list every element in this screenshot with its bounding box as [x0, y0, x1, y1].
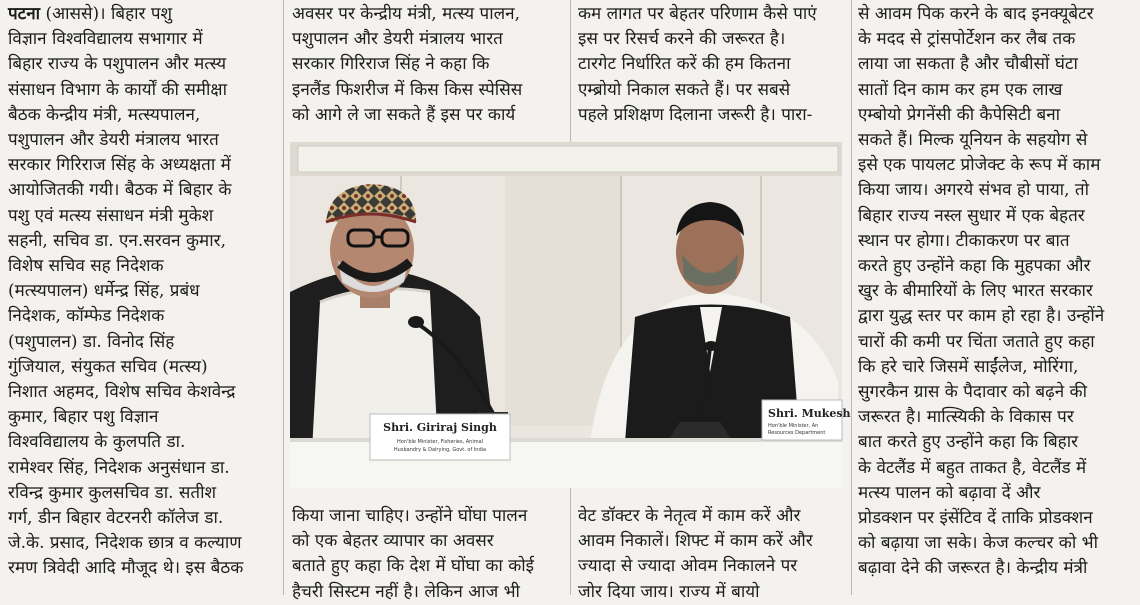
article-line: मत्स्य पालन को बढ़ावा दें और: [858, 482, 1041, 503]
column-separator: [283, 0, 284, 595]
nameplate-right-subtitle-2: Resources Department: [768, 430, 826, 436]
article-column-1: [8, 2, 274, 595]
article-line: के वेटलैंड में बहुत ताकत है, वेटलैंड में: [858, 457, 1087, 478]
article-column-4: [858, 2, 1134, 595]
article-line: कि हरे चारे जिसमें साईंलेज, मोरिंगा,: [858, 356, 1079, 377]
dateline-line: [8, 2, 274, 27]
article-line: को एक बेहतर व्यापार का अवसर: [292, 531, 494, 552]
article-line: विशेष सचिव सह निदेशक: [8, 256, 164, 277]
news-photo: [290, 142, 851, 488]
article-line: रामेश्वर सिंह, निदेशक अनुसंधान डा.: [8, 457, 230, 478]
article-column-2-bottom: [292, 504, 560, 602]
nameplate-right-subtitle: Hon'ble Minister, An: [768, 423, 819, 429]
article-line: इनलैंड फिशरीज में किस किस स्पेसिस: [292, 79, 523, 100]
article-line: गर्ग, डीन बिहार वेटरनरी कॉलेज डा.: [8, 508, 224, 529]
article-line: से आवम पिक करने के बाद इनक्यूबेटर: [858, 4, 1094, 24]
article-line: आयोजितकी गयी। बैठक में बिहार के: [8, 180, 232, 201]
article-line: किया जाना चाहिए। उन्होंने घोंघा पालन: [292, 506, 528, 526]
article-line: एम्ब्रोयो निकाल सकते हैं। पर सबसे: [578, 79, 791, 100]
article-column-3-bottom: [578, 504, 840, 602]
article-line: (मत्स्यपालन) धर्मेन्द्र सिंह, प्रबंध: [8, 281, 200, 302]
article-line: बिहार राज्य नस्ल सुधार में एक बेहतर: [858, 205, 1085, 226]
nameplate-right: [762, 400, 851, 440]
nameplate-left-title: Shri. Giriraj Singh: [383, 421, 497, 434]
article-line: जरूरत है। मात्स्यिकी के विकास पर: [858, 407, 1074, 428]
article-line: बिहार पशु: [110, 4, 173, 24]
article-line: को बढ़ाया जा सके। केज कल्चर को भी: [858, 533, 1099, 554]
nameplate-left-subtitle-2: Husbandry & Dairying, Govt. of India: [393, 447, 487, 453]
article-line: सहनी, सचिव डा. एन.सरवन कुमार,: [8, 230, 226, 251]
article-line: जे.के. प्रसाद, निदेशक छात्र व कल्याण: [8, 533, 242, 554]
article-line: द्वारा युद्ध स्तर पर काम हो रहा है। उन्होंने: [858, 306, 1105, 327]
article-line: सरकार गिरिराज सिंह के अध्यक्षता में: [8, 155, 231, 176]
article-line: बिहार राज्य के पशुपालन और मत्स्य: [8, 54, 227, 75]
article-line: को आगे ले जा सकते हैं इस पर कार्य: [292, 104, 516, 125]
article-line: हैचरी सिस्टम नहीं है। लेकिन आज भी: [292, 581, 520, 602]
article-line: पशुपालन और डेयरी मंत्रालय भारत: [292, 29, 503, 50]
agency-credit: (आससे)।: [45, 4, 106, 24]
article-line: बढ़ावा देने की जरूरत है। केन्द्रीय मंत्री: [858, 558, 1088, 579]
article-column-3-top: [578, 2, 840, 130]
article-line: संसाधन विभाग के कार्यों की समीक्षा: [8, 79, 227, 100]
nameplate-left: [370, 414, 510, 460]
article-line: निदेशक, कॉम्फेड निदेशक: [8, 306, 165, 327]
article-line: स्थान पर होगा। टीकाकरण पर बात: [858, 230, 1070, 251]
article-line: इसे एक पायलट प्रोजेक्ट के रूप में काम: [858, 155, 1101, 176]
article-line: बताते हुए कहा कि देश में घोंघा का कोई: [292, 556, 535, 577]
article-line: सातों दिन काम कर हम एक लाख: [858, 79, 1063, 100]
article-line: करते हुए उन्होंने कहा कि मुहपका और: [858, 256, 1091, 277]
article-line: आवम निकालें। शिफ्ट में काम करें और: [578, 531, 813, 552]
article-line: निशात अहमद, विशेष सचिव केशवेन्द्र: [8, 382, 236, 403]
article-line: सुगरकैन ग्रास के पैदावार को बढ़ने की: [858, 382, 1087, 403]
dateline: पटना: [8, 4, 41, 24]
article-line: सकते हैं। मिल्क यूनियन के सहयोग से: [858, 130, 1088, 151]
column-separator: [851, 0, 852, 595]
article-line: पशु एवं मत्स्य संसाधन मंत्री मुकेश: [8, 205, 214, 226]
article-line: बात करते हुए उन्होंने कहा कि बिहार: [858, 432, 1079, 453]
article-line: अवसर पर केन्द्रीय मंत्री, मत्स्य पालन,: [292, 4, 520, 24]
article-line: सरकार गिरिराज सिंह ने कहा कि: [292, 54, 490, 75]
nameplate-right-title: Shri. Mukesh: [768, 407, 851, 420]
article-line: विश्वविद्यालय के कुलपति डा.: [8, 432, 186, 453]
article-line: खुर के बीमारियों के लिए भारत सरकार: [858, 281, 1093, 302]
article-line: रमण त्रिवेदी आदि मौजूद थे। इस बैठक: [8, 558, 244, 579]
article-line: कम लागत पर बेहतर परिणाम कैसे पाएं: [578, 4, 817, 24]
article-line: वेट डॉक्टर के नेतृत्व में काम करें और: [578, 506, 801, 526]
nameplate-left-subtitle: Hon'ble Minister, Fisheries, Animal: [396, 439, 484, 445]
article-line: इस पर रिसर्च करने की जरूरत है।: [578, 29, 786, 50]
article-line: एम्बोयो प्रेगनेंसी की कैपेसिटी बना: [858, 104, 1061, 125]
article-line: विज्ञान विश्वविद्यालय सभागार में: [8, 29, 203, 50]
article-line: रविन्द्र कुमार कुलसचिव डा. सतीश: [8, 482, 217, 503]
article-line: ज्यादा से ज्यादा ओवम निकालने पर: [578, 556, 798, 577]
photo-illustration: [290, 142, 851, 488]
article-line: जोर दिया जाय। राज्य में बायो: [578, 581, 760, 602]
article-line: गुंजियाल, संयुकत सचिव (मत्स्य): [8, 356, 208, 377]
article-line: लाया जा सकता है और चौबीसों घंटा: [858, 54, 1078, 75]
article-line: के मदद से ट्रांसपोर्टेशन कर लैब तक: [858, 29, 1076, 50]
article-line: टारगेट निर्धारित करें की हम कितना: [578, 54, 791, 75]
article-line: चारों की कमी पर चिंता जताते हुए कहा: [858, 331, 1095, 352]
article-line: प्रोडक्शन पर इंसेंटिव दें ताकि प्रोडक्शन: [858, 508, 1093, 529]
article-line: पशुपालन और डेयरी मंत्रालय भारत: [8, 130, 219, 151]
article-line: कुमार, बिहार पशु विज्ञान: [8, 407, 159, 428]
article-line: पहले प्रशिक्षण दिलाना जरूरी है। पारा-: [578, 104, 813, 125]
article-line: (पशुपालन) डा. विनोद सिंह: [8, 331, 175, 352]
article-line: किया जाय। अगरये संभव हो पाया, तो: [858, 180, 1089, 201]
article-column-2-top: [292, 2, 560, 130]
article-line: बैठक केन्द्रीय मंत्री, मत्स्यपालन,: [8, 104, 201, 125]
